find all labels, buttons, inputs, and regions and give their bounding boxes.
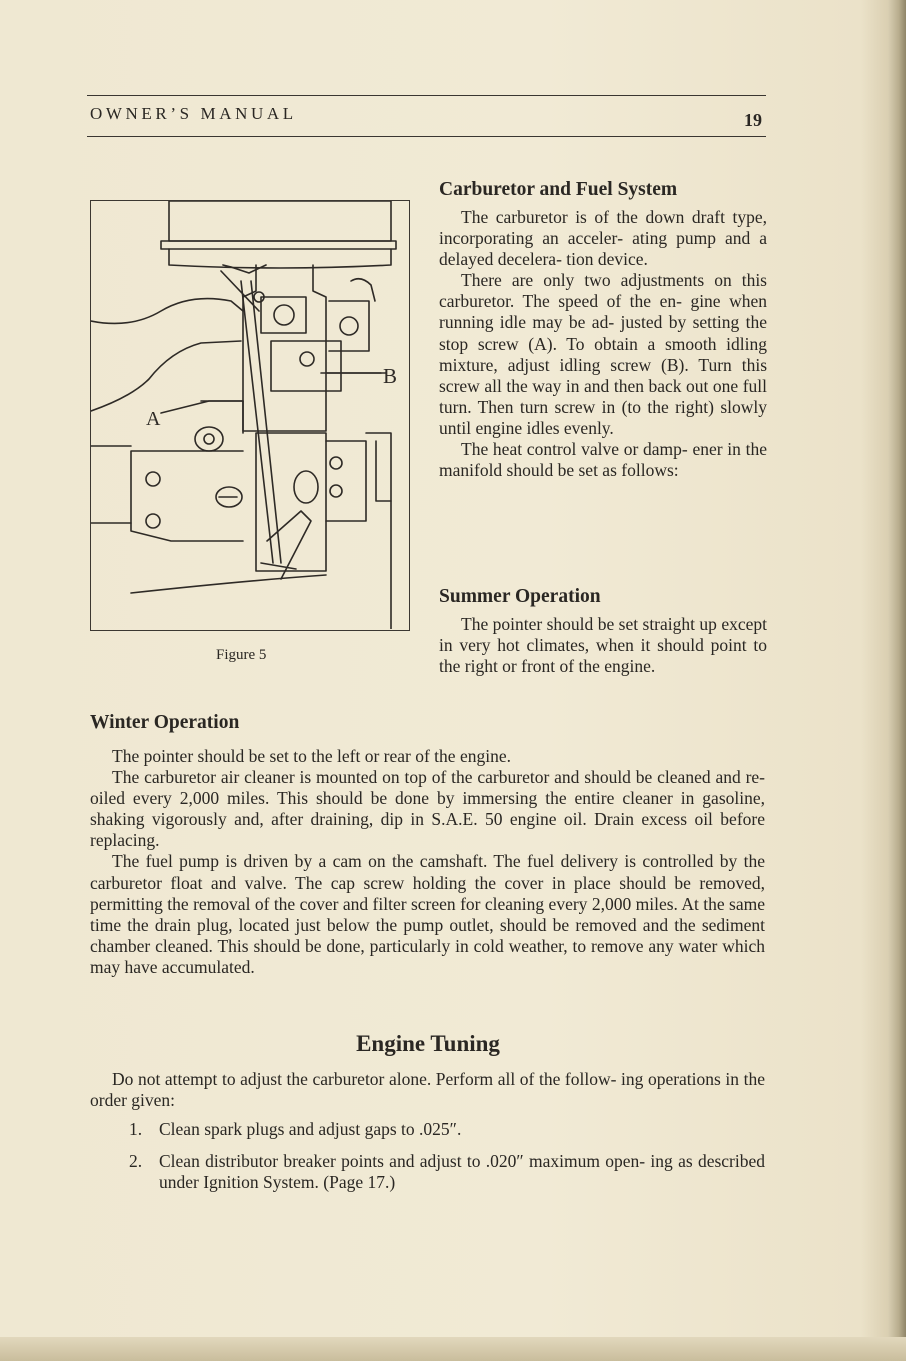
heading-carburetor: Carburetor and Fuel System [439,179,678,200]
list-item [125,1119,765,1140]
heat-valve [195,427,223,451]
carburetor-illustration [91,201,408,629]
tuning-steps [125,1119,765,1204]
tuning-intro [90,1069,765,1111]
heading-winter: Winter Operation [90,712,240,733]
rod-long-a [241,281,273,563]
paragraph: The pointer should be set straight up except in very hot climates, when it should point to the right or front of the engine. [439,614,767,677]
step-text: Clean spark plugs and adjust gaps to .025″. [159,1119,462,1139]
choke-circle [274,305,294,325]
header-rule-bottom [87,136,766,137]
page-number: 19 [744,110,762,130]
paragraph: The heat control valve or damp‐ ener in the manifold should be set as follows: [439,439,767,481]
paragraph: Do not attempt to adjust the carburetor alone. Perform all of the follow‐ ing operations in the order given: [90,1069,765,1111]
block-edges [91,446,131,523]
fuel-line [131,575,326,593]
pump-bolt-bottom [330,485,342,497]
carburetor-bowl [261,297,306,333]
label-a: A [146,408,161,430]
pump-housing [326,441,366,521]
summer-text [439,614,767,677]
pump-bolt-top [330,457,342,469]
paragraph: The carburetor is of the down draft type, incorporating an acceler‐ ating pump and a delayed decelera‐ tion device. [439,207,767,270]
paragraph: The pointer should be set to the left or rear of the engine. [112,746,511,766]
pump-arm [351,279,375,301]
float-screw [340,317,358,335]
label-b: B [383,364,398,388]
pump-lever [267,511,311,579]
carburetor-figure [90,200,410,631]
step-number: 2. [129,1151,143,1171]
paragraph: The fuel pump is driven by a cam on the camshaft. The fuel delivery is controlled by the carburetor float and valve. The cap screw holding the cover in place should be removed, permitting the removal of the cover and filter screen for cleaning every 2,000 miles. At the same time the drain plug, located just below the pump outlet, should be removed and the sediment chamber cleaned. This should be done, particularly in cold weather, to remove any water which may have accumulated. [90,851,765,977]
bolt-lower-left [146,514,160,528]
air-cleaner-body [169,201,391,241]
carburetor-text [439,207,767,481]
air-cleaner-base [169,249,391,268]
header-rule-top [87,95,766,96]
page-edge-right [888,0,906,1361]
step-text: Clean distributor breaker points and adjust to .020″ maximum open‐ ing as described under Ignition System. (Page 17.) [159,1151,765,1192]
float-chamber [329,301,369,351]
lever-pivot [261,563,296,569]
heat-valve-center [204,434,214,444]
fuel-pump-cover [294,471,318,503]
leader-a [161,401,243,413]
paragraph: The carburetor air cleaner is mounted on top of the carburetor and should be cleaned and re‐oiled every 2,000 miles. This should be done by immersing the entire cleaner in gasoline, shaking vigorously and, after draining, dip in S.A.E. 50 engine oil. Drain excess oil before replacing. [90,767,765,851]
heading-engine-tuning: Engine Tuning [356,1031,500,1056]
figure-caption: Figure 5 [216,647,267,663]
heading-summer: Summer Operation [439,586,601,607]
manifold-top [91,299,243,324]
block-left [131,451,243,541]
stop-screw [300,352,314,366]
manifold-joint [201,401,243,433]
block-right-edge [366,433,391,629]
winter-text [90,746,765,978]
running-head: OWNER’S MANUAL [90,104,297,123]
list-item [125,1151,765,1193]
air-cleaner-rim [161,241,396,249]
step-number: 1. [129,1119,143,1139]
page-edge-bottom [0,1337,906,1361]
block-right-detail [376,441,391,501]
paragraph: There are only two adjustments on this carburetor. The speed of the en‐ gine when running idle may be ad‐ justed by setting the stop screw (A). To obtain a smooth idling mixture, adjust idling screw (B). Turn this screw all the way in and then back out one full turn. Then turn screw in (to the right) slowly until engine idles evenly. [439,270,767,438]
bolt-upper-left [146,472,160,486]
throttle-link [231,265,266,273]
